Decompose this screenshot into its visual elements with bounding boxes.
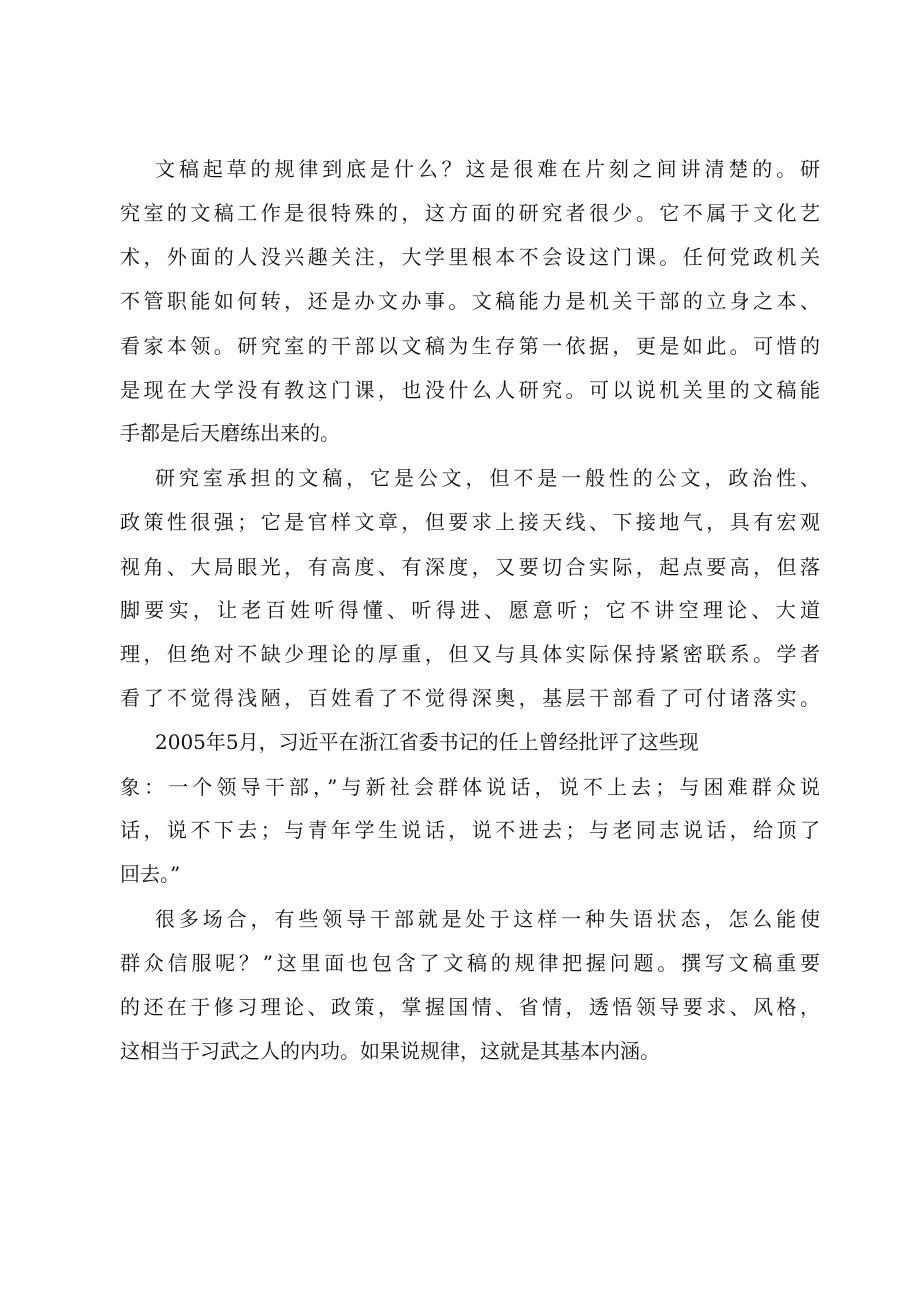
text-line: 研究室承担的文稿，它是公文，但不是一般性的公文，政治性、 <box>155 466 820 490</box>
text-line: 群众信服呢？”这里面也包含了文稿的规律把握问题。撰写文稿重要 <box>120 951 820 975</box>
text-line: 回去。” <box>120 862 181 886</box>
text-line: 究室的文稿工作是很特殊的，这方面的研究者很少。它不属于文化艺 <box>120 201 820 225</box>
text-line: 2005年5月，习近平在浙江省委书记的任上曾经批评了这些现 <box>155 730 699 754</box>
text-line: 不管职能如何转，还是办文办事。文稿能力是机关干部的立身之本、 <box>120 289 820 313</box>
text-line: 看了不觉得浅陋，百姓看了不觉得深奥，基层干部看了可付诸落实。 <box>120 686 820 710</box>
text-line: 手都是后天磨练出来的。 <box>120 421 340 445</box>
text-line: 理，但绝对不缺少理论的厚重，但又与具体实际保持紧密联系。学者 <box>120 642 820 666</box>
text-line: 象：一个领导干部，”与新社会群体说话，说不上去；与困难群众说 <box>120 775 820 799</box>
text-line: 脚要实，让老百姓听得懂、听得进、愿意听；它不讲空理论、大道 <box>120 598 820 622</box>
text-line: 话，说不下去；与青年学生说话，说不进去；与老同志说话，给顶了 <box>120 818 820 842</box>
text-line: 这相当于习武之人的内功。如果说规律，这就是其基本内涵。 <box>120 1039 660 1063</box>
text-line: 是现在大学没有教这门课，也没什么人研究。可以说机关里的文稿能 <box>120 378 820 402</box>
text-line: 术，外面的人没兴趣关注，大学里根本不会设这门课。任何党政机关 <box>120 245 820 269</box>
text-line: 视角、大局眼光，有高度、有深度，又要切合实际，起点要高，但落 <box>120 555 820 579</box>
text-line: 很多场合，有些领导干部就是处于这样一种失语状态，怎么能使 <box>155 907 820 931</box>
text-line: 的还在于修习理论、政策，掌握国情、省情，透悟领导要求、风格， <box>120 995 820 1019</box>
text-line: 政策性很强；它是官样文章，但要求上接天线、下接地气，具有宏观 <box>120 510 820 534</box>
text-line: 文稿起草的规律到底是什么？这是很难在片刻之间讲清楚的。研 <box>155 157 820 181</box>
text-line: 看家本领。研究室的干部以文稿为生存第一依据，更是如此。可惜的 <box>120 334 820 358</box>
